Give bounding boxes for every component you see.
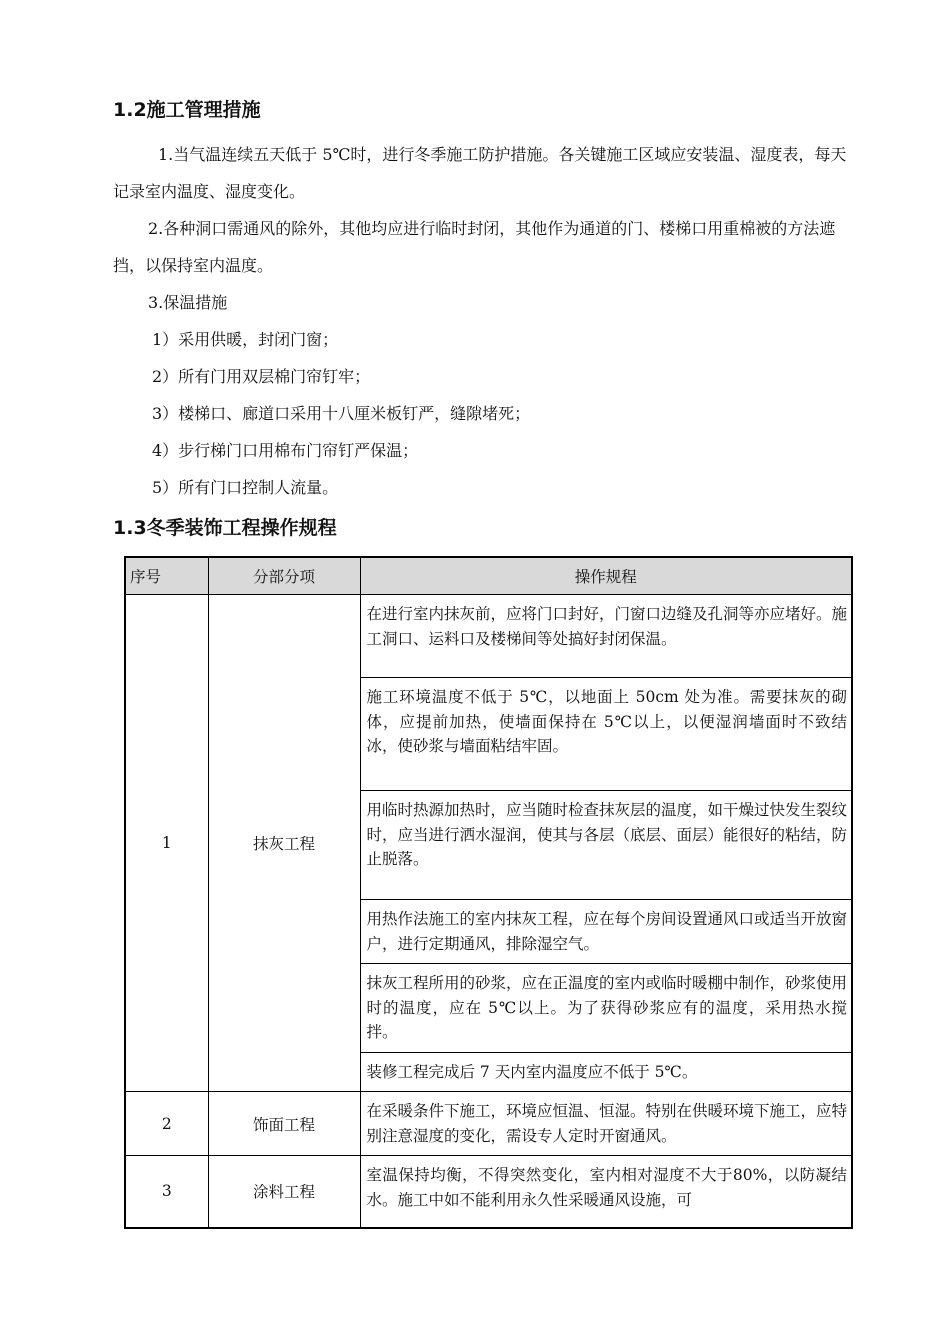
rule-cell: 室温保持均衡，不得突然变化，室内相对湿度不大于80%，以防凝结水。施工中如不能利用永久性采暖通风设施，可 <box>360 1156 852 1228</box>
table-header-row <box>125 557 852 595</box>
rule-cell: 在进行室内抹灰前，应将门口封好，门窗口边缝及孔洞等亦应堵好。施工洞口、运料口及楼梯间等处搞好封闭保温。 <box>360 595 852 678</box>
row-number: 2 <box>125 1092 208 1156</box>
table-row <box>125 1156 852 1228</box>
column-header-category: 分部分项 <box>208 557 360 595</box>
operation-rules-table <box>124 556 853 1229</box>
row-category: 饰面工程 <box>208 1092 360 1156</box>
section-heading-1-2: 1.2施工管理措施 <box>113 99 261 121</box>
list-item: 2）所有门用双层棉门帘钉牢； <box>152 367 371 386</box>
column-header-rules: 操作规程 <box>360 557 852 595</box>
list-item: 4）步行梯门口用棉布门帘钉严保温； <box>152 441 419 460</box>
rule-cell: 装修工程完成后 7 天内室内温度应不低于 5℃。 <box>360 1052 852 1092</box>
column-header-seq: 序号 <box>125 557 208 595</box>
row-number: 1 <box>125 595 208 1092</box>
section-heading-1-3: 1.3冬季装饰工程操作规程 <box>113 517 337 539</box>
paragraph-2: 2.各种洞口需通风的除外，其他均应进行临时封闭，其他作为通道的门、楼梯口用重棉被的方法遮挡，以保持室内温度。 <box>113 219 836 275</box>
table-row <box>125 1092 852 1156</box>
rule-cell: 用热作法施工的室内抹灰工程，应在每个房间设置通风口或适当开放窗户，进行定期通风，排除湿空气。 <box>360 900 852 964</box>
rule-cell: 抹灰工程所用的砂浆，应在正温度的室内或临时暖棚中制作，砂浆使用时的温度，应在 5℃以上。为了获得砂浆应有的温度，采用热水搅拌。 <box>360 964 852 1053</box>
rule-cell: 在采暖条件下施工，环境应恒温、恒湿。特别在供暖环境下施工，应特别注意湿度的变化，需设专人定时开窗通风。 <box>360 1092 852 1156</box>
list-item: 3）楼梯口、廊道口采用十八厘米板钉严，缝隙堵死； <box>152 404 531 423</box>
paragraph-1: 1.当气温连续五天低于 5℃时，进行冬季施工防护措施。各关键施工区域应安装温、湿度表，每天记录室内温度、湿度变化。 <box>113 145 847 201</box>
list-item: 5）所有门口控制人流量。 <box>152 478 339 497</box>
row-category: 涂料工程 <box>208 1156 360 1228</box>
row-category: 抹灰工程 <box>208 595 360 1092</box>
table-row <box>125 595 852 678</box>
list-item: 1）采用供暖，封闭门窗； <box>152 330 339 349</box>
paragraph-3: 3.保温措施 <box>148 293 228 312</box>
rule-cell: 用临时热源加热时，应当随时检查抹灰层的温度，如干燥过快发生裂纹时，应当进行洒水湿润，使其与各层（底层、面层）能很好的粘结，防止脱落。 <box>360 791 852 900</box>
rule-cell: 施工环境温度不低于 5℃，以地面上 50cm 处为准。需要抹灰的砌体，应提前加热，使墙面保持在 5℃以上，以便湿润墙面时不致结冰，使砂浆与墙面粘结牢固。 <box>360 678 852 791</box>
row-number: 3 <box>125 1156 208 1228</box>
